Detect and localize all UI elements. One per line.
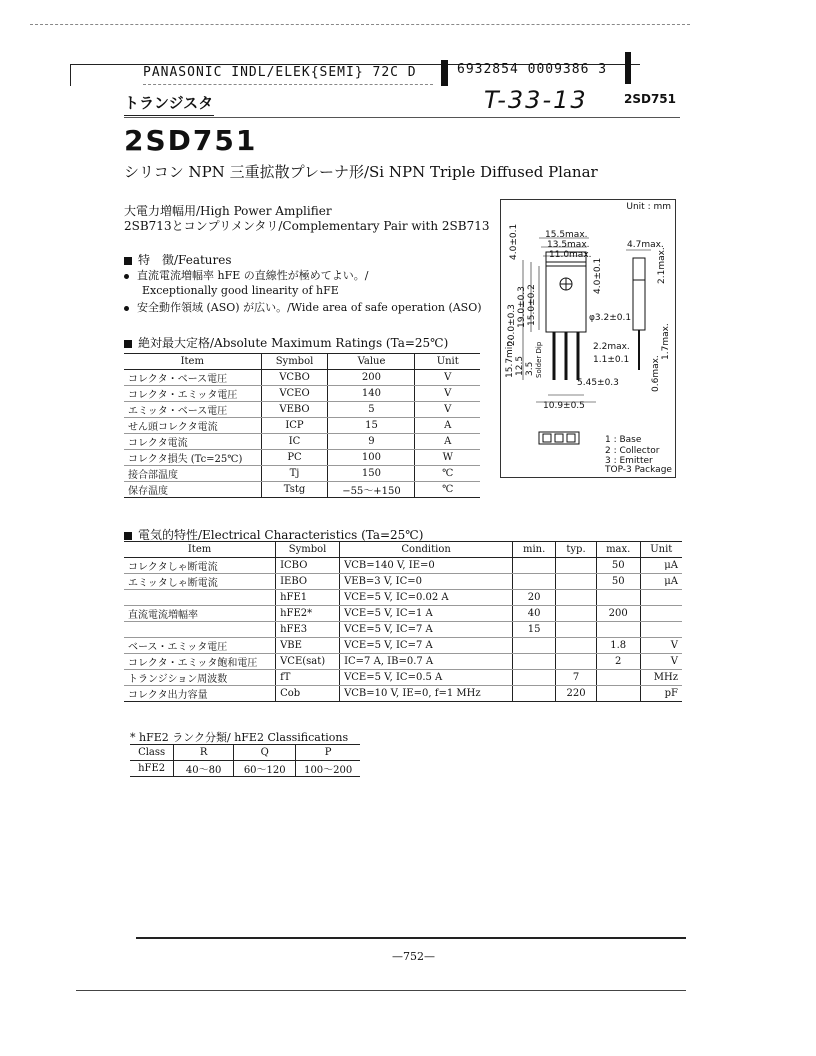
code-line: 6932854 0009386 3 [457,62,608,77]
dim-2-1: 2.1max. [657,247,667,284]
cell-symbol: VBE [276,638,340,654]
elec-heading-text: 電気的特性/Electrical Characteristics (Ta=25℃) [138,528,424,542]
package-diagram [500,199,676,478]
part-short: 2SD751 [624,92,677,106]
cell-cond: VCE=5 V, IC=1 A [340,606,513,622]
cell-unit: ℃ [415,482,480,498]
cell-max: 2 [596,654,640,670]
dim-hole: φ3.2±0.1 [589,313,632,323]
unit-label: Unit : mm [626,202,671,212]
package-name: TOP-3 Package [605,465,672,475]
category-jp: トランジスタ [124,94,214,112]
feature-item-2 [124,299,482,315]
rank-col-p: P [296,745,360,761]
cell-unit [640,590,682,606]
subtitle: シリコン NPN 三重拡散プレーナ形/Si NPN Triple Diffused Planar [124,163,598,181]
rank-col-r: R [174,745,234,761]
col-unit: Unit [640,542,682,558]
cell-unit: MHz [640,670,682,686]
col-item: Item [124,354,261,370]
cell-symbol: VCBO [261,370,328,386]
cell-min: 20 [513,590,556,606]
rank-col-q: Q [234,745,296,761]
table-row [124,638,682,654]
cell-typ [556,590,597,606]
cell-value: 100 [328,450,415,466]
dim-4-7: 4.7max. [627,240,664,250]
table-row [124,574,682,590]
cell-symbol: Cob [276,686,340,702]
cell-min [513,638,556,654]
cell-symbol: VCEO [261,386,328,402]
cell-max [596,670,640,686]
cell-symbol: fT [276,670,340,686]
table-row [124,450,480,466]
cell-symbol: Tj [261,466,328,482]
col-min: min. [513,542,556,558]
table-row [124,654,682,670]
dim-1-7: 1.7max. [661,323,671,360]
col-symbol: Symbol [276,542,340,558]
col-item: Item [124,542,276,558]
cell-value: 140 [328,386,415,402]
bullet-icon [124,274,129,279]
rank-heading: * hFE2 ランク分類/ hFE2 Classifications [130,731,349,744]
cell-value: 150 [328,466,415,482]
abs-max-table [124,353,480,498]
dim-5-45: 5.45±0.3 [577,378,619,388]
features-heading [124,251,232,268]
handwritten-code: T-33-13 [484,86,588,114]
cell-cond: VCB=10 V, IE=0, f=1 MHz [340,686,513,702]
pin-3: 3 : Emitter [605,456,653,466]
cell-value: 9 [328,434,415,450]
dim-0-6: 0.6max. [651,355,661,392]
cell-item: コレクタ・エミッタ飽和電圧 [124,654,276,670]
dim-20-0: 20.0±0.3 [507,304,517,346]
abs-max-heading-text: 絶対最大定格/Absolute Maximum Ratings (Ta=25℃) [138,336,449,350]
cell-symbol: Tstg [261,482,328,498]
cell-min [513,574,556,590]
cell-item: せん頭コレクタ電流 [124,418,261,434]
dim-4-0-b: 4.0±0.1 [593,257,603,294]
elec-table [124,541,682,702]
cell-cond: VEB=3 V, IC=0 [340,574,513,590]
cell-typ: 220 [556,686,597,702]
col-condition: Condition [340,542,513,558]
cell-cond: VCE=5 V, IC=0.02 A [340,590,513,606]
dim-4-0-a: 4.0±0.1 [509,223,519,260]
cell-symbol: IC [261,434,328,450]
rank-p-value: 100〜200 [296,761,360,777]
cell-max [596,686,640,702]
cell-symbol: hFE2* [276,606,340,622]
cell-unit [640,606,682,622]
cell-value: −55〜+150 [328,482,415,498]
page-title: 2SD751 [124,124,258,157]
table-row [124,686,682,702]
cell-typ [556,622,597,638]
dim-15-5: 15.5max. [545,230,588,240]
cell-item: エミッタしゃ断電流 [124,574,276,590]
dim-19-0: 19.0±0.3 [517,286,527,328]
cell-unit: V [640,654,682,670]
cell-min: 40 [513,606,556,622]
cell-symbol: IEBO [276,574,340,590]
cell-max: 50 [596,574,640,590]
application-1: 大電力増幅用/High Power Amplifier [124,204,332,218]
cell-max [596,590,640,606]
cell-item: コレクタしゃ断電流 [124,558,276,574]
cell-symbol: hFE3 [276,622,340,638]
cell-max: 1.8 [596,638,640,654]
table-row [124,606,682,622]
cell-typ [556,558,597,574]
cell-unit: A [415,434,480,450]
feature-item-2-jp: 安全動作領域 (ASO) が広い。/Wide area of safe operation (ASO) [137,301,482,314]
table-row [124,418,480,434]
cell-min [513,654,556,670]
cell-min: 15 [513,622,556,638]
cell-typ [556,574,597,590]
table-row [124,434,480,450]
cell-value: 200 [328,370,415,386]
cell-item: コレクタ・ベース電圧 [124,370,261,386]
cell-max [596,622,640,638]
dim-3-5: 3.5 [525,361,535,376]
page-number: —752— [392,950,435,963]
cell-unit: μA [640,574,682,590]
feature-item-1-jp: 直流電流増幅率 hFE の直線性が極めてよい。/ [137,269,369,282]
dim-10-9: 10.9±0.5 [543,401,585,411]
dim-11-0: 11.0max. [549,250,592,260]
cell-item: コレクタ損失 (Tc=25℃) [124,450,261,466]
cell-unit: W [415,450,480,466]
cell-value: 15 [328,418,415,434]
cell-unit: A [415,418,480,434]
cell-typ [556,654,597,670]
black-bar-mark-right [625,52,631,84]
rank-col-class: Class [130,745,174,761]
cell-symbol: hFE1 [276,590,340,606]
features-heading-text: 特 徴/Features [138,253,232,267]
rank-r-value: 40〜80 [174,761,234,777]
square-bullet-icon [124,340,132,348]
col-value: Value [328,354,415,370]
rank-row-label: hFE2 [130,761,174,777]
company-line: PANASONIC INDL/ELEK{SEMI} 72C D [143,65,417,80]
table-row [124,558,682,574]
table-row [124,482,480,498]
cell-symbol: PC [261,450,328,466]
cell-cond: IC=7 A, IB=0.7 A [340,654,513,670]
col-symbol: Symbol [261,354,328,370]
cell-cond: VCE=5 V, IC=7 A [340,638,513,654]
cell-value: 5 [328,402,415,418]
pin-1: 1 : Base [605,435,642,445]
cell-max: 200 [596,606,640,622]
cell-item: トランジション周波数 [124,670,276,686]
cell-item: コレクタ電流 [124,434,261,450]
cell-min [513,670,556,686]
cell-item: コレクタ出力容量 [124,686,276,702]
cell-symbol: ICBO [276,558,340,574]
cell-min [513,558,556,574]
dim-1-1: 1.1±0.1 [593,355,630,365]
dim-solder: Solder Dip [535,341,543,378]
cell-symbol: VEBO [261,402,328,418]
col-max: max. [596,542,640,558]
cell-unit: pF [640,686,682,702]
cell-unit: V [415,402,480,418]
rank-table [130,744,360,777]
dim-2-2: 2.2max. [593,342,630,352]
cell-unit [640,622,682,638]
table-row [124,466,480,482]
application-2: 2SB713とコンプリメンタリ/Complementary Pair with 2SB713 [124,219,490,233]
cell-max: 50 [596,558,640,574]
cell-typ [556,638,597,654]
dim-12-5: 12.5 [515,355,525,376]
black-bar-mark [441,60,448,86]
cell-cond: VCE=5 V, IC=7 A [340,622,513,638]
abs-max-heading [124,334,448,351]
feature-item-1-en: Exceptionally good linearity of hFE [142,284,339,297]
cell-item: ベース・エミッタ電圧 [124,638,276,654]
col-typ: typ. [556,542,597,558]
col-unit: Unit [415,354,480,370]
dim-13-5: 13.5max. [547,240,590,250]
cell-item [124,622,276,638]
table-row [124,622,682,638]
table-row [124,370,480,386]
pin-2: 2 : Collector [605,446,660,456]
cell-typ: 7 [556,670,597,686]
dim-15-7: 15.7min. [505,338,515,378]
table-row [124,386,480,402]
table-row [124,402,480,418]
cell-item [124,590,276,606]
cell-item: エミッタ・ベース電圧 [124,402,261,418]
feature-item-1 [124,267,368,283]
cell-unit: μA [640,558,682,574]
dim-15-0: 15.0±0.2 [527,284,537,326]
cell-item: 接合部温度 [124,466,261,482]
square-bullet-icon [124,257,132,265]
cell-unit: V [415,370,480,386]
cell-cond: VCB=140 V, IE=0 [340,558,513,574]
cell-cond: VCE=5 V, IC=0.5 A [340,670,513,686]
square-bullet-icon [124,532,132,540]
cell-unit: ℃ [415,466,480,482]
rank-q-value: 60〜120 [234,761,296,777]
cell-item: コレクタ・エミッタ電圧 [124,386,261,402]
cell-item: 保存温度 [124,482,261,498]
cell-min [513,686,556,702]
cell-typ [556,606,597,622]
bullet-icon [124,306,129,311]
table-row [124,670,682,686]
cell-symbol: ICP [261,418,328,434]
cell-item: 直流電流増幅率 [124,606,276,622]
table-row [124,590,682,606]
cell-symbol: VCE(sat) [276,654,340,670]
cell-unit: V [640,638,682,654]
cell-unit: V [415,386,480,402]
